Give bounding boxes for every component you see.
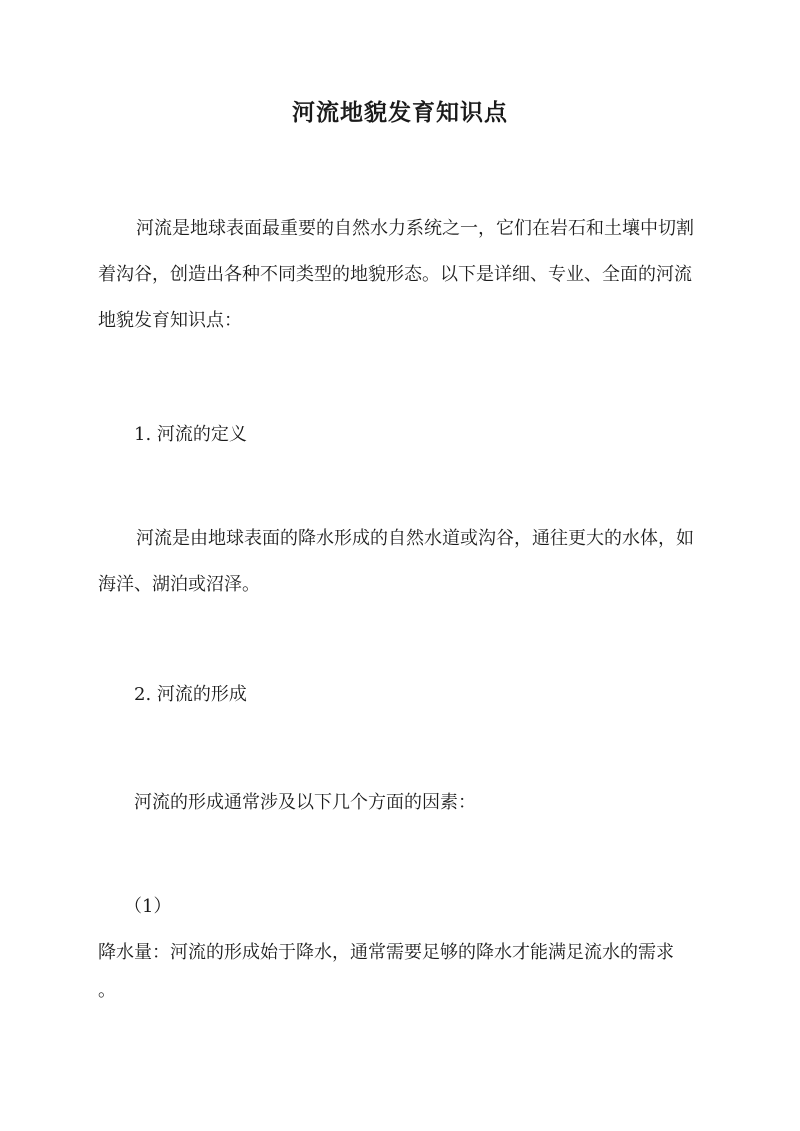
intro-paragraph: 河流是地球表面最重要的自然水力系统之一，它们在岩石和土壤中切割着沟谷，创造出各种不同类型的地貌形态。以下是详细、专业、全面的河流地貌发育知识点： — [98, 218, 694, 331]
item-1-tail: 。 — [98, 980, 116, 1001]
section-2-heading: 2. 河流的形成 — [134, 684, 247, 705]
section-1-paragraph: 河流是由地球表面的降水形成的自然水道或沟谷，通往更大的水体，如海洋、湖泊或沼泽。 — [98, 528, 694, 595]
item-1-text: 降水量：河流的形成始于降水，通常需要足够的降水才能满足流水的需求 — [98, 942, 674, 963]
section-2-paragraph: 河流的形成通常涉及以下几个方面的因素： — [134, 792, 476, 813]
document-title: 河流地貌发育知识点 — [292, 99, 508, 126]
item-1-number: （1） — [124, 896, 172, 917]
section-1-heading: 1. 河流的定义 — [134, 424, 247, 445]
